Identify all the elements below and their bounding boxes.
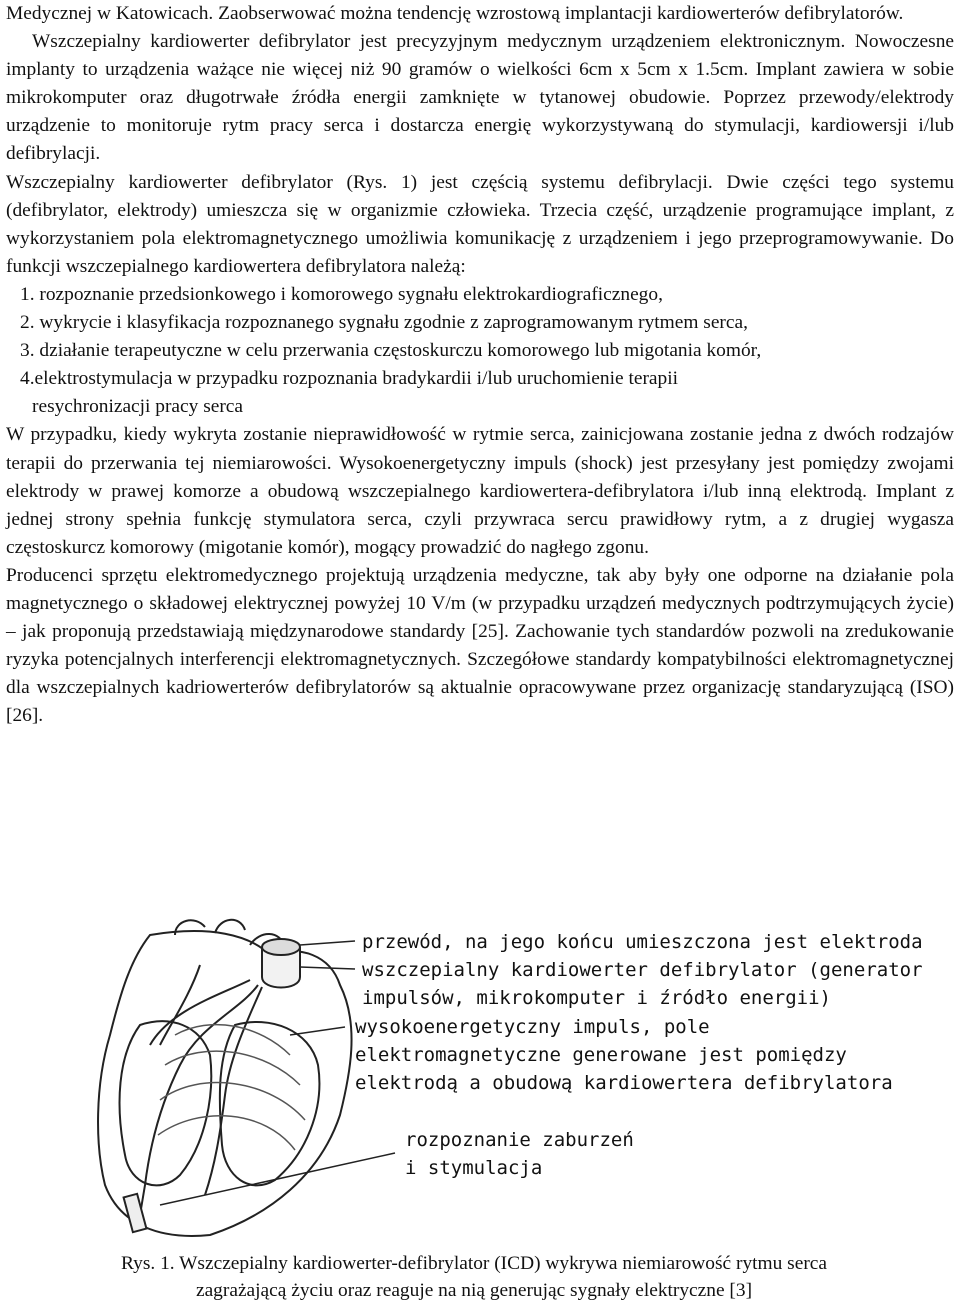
caption-line-2: zagrażającą życiu oraz reaguje na nią generując sygnały elektryczne [3] xyxy=(195,1280,753,1301)
figure-label-icd-1: wszczepialny kardiowerter defibrylator (generator xyxy=(362,959,923,981)
paragraph-icd-system: Wszczepialny kardiowerter defibrylator (Rys. 1) jest częścią systemu defibrylacji. Dwie części tego systemu (defibrylator, elektrody) umieszcza się w organizmie człowieka. Trzecia część, urządzenie programujące implant, z wykorzystaniem pola elektromagnetycznego umożliwia komunikację z urządzeniem i jego przeprogramowywanie. Do funkcji wszczepialnego kardiowertera defibrylatora należą: xyxy=(6,171,954,277)
list-item-3: 3. działanie terapeutyczne w celu przerwania częstoskurczu komorowego lub migotania komór, xyxy=(20,340,762,362)
list-item-1: 1. rozpoznanie przedsionkowego i komorowego sygnału elektrokardiograficznego, xyxy=(20,283,663,305)
figure-label-lead: przewód, na jego końcu umieszczona jest elektroda xyxy=(362,931,923,953)
paragraph-icd-description: Wszczepialny kardiowerter defibrylator jest precyzyjnym medycznym urządzeniem elektronicznym. Nowoczesne implanty to urządzenia ważące nie więcej niż 90 gramów o wielkości 6cm x 5cm x 1.5cm. Implant zawiera w sobie mikrokomputer oraz długotrwałe źródła energii zamknięte w tytanowej obudowie. Poprzez przewody/elektrody urządzenie to monitoruje rytm pracy serca i dostarcza energię wykorzystywaną do stymulacji, kardiowersji i/lub defibrylacji. xyxy=(6,31,954,165)
figure-label-detection-1: rozpoznanie zaburzeń xyxy=(405,1129,634,1151)
caption-line-1: Rys. 1. Wszczepialny kardiowerter-defibrylator (ICD) wykrywa niemiarowość rytmu serca xyxy=(121,1253,827,1274)
list-item-4-continuation: resychronizacji pracy serca xyxy=(32,396,244,418)
figure-caption xyxy=(0,1250,948,1304)
list-item-2: 2. wykrycie i klasyfikacja rozpoznanego sygnału zgodnie z zaprogramowanym rytmem serca, xyxy=(20,312,748,334)
paragraph-therapy: W przypadku, kiedy wykryta zostanie nieprawidłowość w rytmie serca, zainicjowana zostanie jedna z dwóch rodzajów terapii do przerwania tej niemiarowości. Wysokoenergetyczny impuls (shock) jest przesyłany jest pomiędzy zwojami elektrody w prawej komorze a obudową wszczepialnego kardiowertera-defibrylatora i/lub inną elektrodą. Implant z jednej strony spełnia funkcję stymulatora serca, czyli przywraca sercu prawidłowy rytm, a z drugiej wygasza częstoskurcz komorowy (migotanie komór), mogący prowadzić do nagłego zgonu. xyxy=(6,424,954,558)
paragraph-standards: Producenci sprzętu elektromedycznego projektują urządzenia medyczne, tak aby były one odporne na działanie pola magnetycznego o składowej elektrycznej powyżej 10 V/m (w przypadku urządzeń medycznych podtrzymujących życie) – jak proponują przedstawiają międzynarodowe standardy [25]. Zachowanie tych standardów pozwoli na zredukowanie ryzyka potencjalnych interferencji elektromagnetycznych. Szczegółowe standardy kompatybilności elektromagnetycznej dla wszczepialnych kadriowerterów defibrylatorów są aktualnie opracowywane przez organizację standaryzującą (ISO) [26]. xyxy=(6,564,954,727)
document-page xyxy=(6,0,954,730)
figure-label-shock-1: wysokoenergetyczny impuls, pole xyxy=(355,1016,710,1038)
figure-label-shock-3: elektrodą a obudową kardiowertera defibrylatora xyxy=(355,1072,893,1094)
figure-label-detection-2: i stymulacja xyxy=(405,1157,543,1179)
paragraph-intro: Medycznej w Katowicach. Zaobserwować można tendencję wzrostową implantacji kardiowerterów defibrylatorów. xyxy=(6,3,904,24)
figure-label-icd-2: impulsów, mikrokomputer i źródło energii) xyxy=(362,987,831,1009)
figure-icd-diagram xyxy=(0,915,948,1245)
list-item-4: 4.elektrostymulacja w przypadku rozpoznania bradykardii i/lub uruchomienie terapii xyxy=(20,368,678,390)
figure-label-shock-2: elektromagnetyczne generowane jest pomiędzy xyxy=(355,1044,847,1066)
